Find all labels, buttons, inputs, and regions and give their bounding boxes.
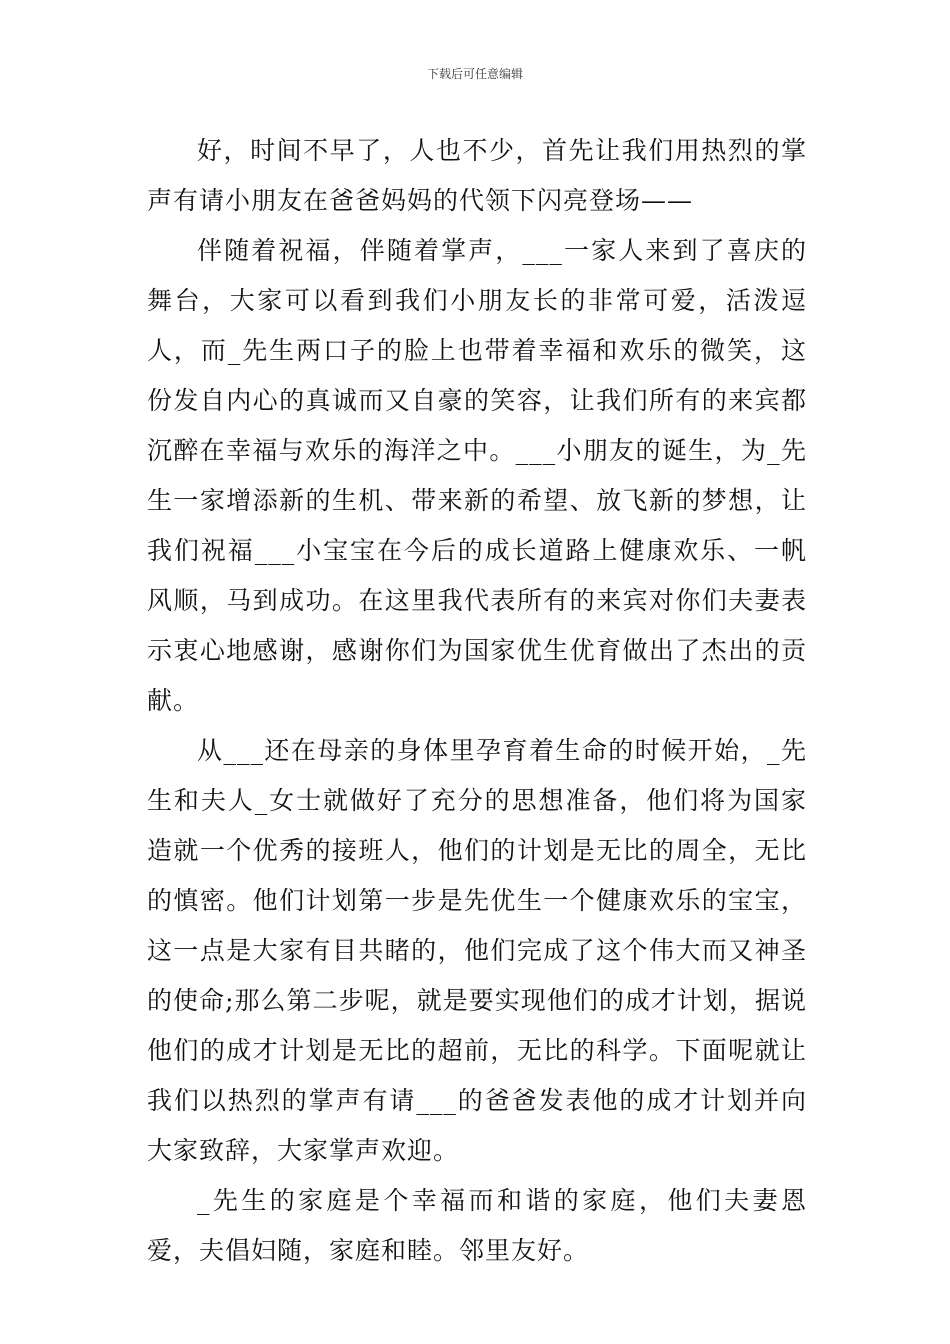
document-body	[147, 126, 807, 1276]
paragraph-blessing: 伴随着祝福，伴随着掌声，___一家人来到了喜庆的舞台，大家可以看到我们小朋友长的非常可爱，活泼逗人，而_先生两口子的脸上也带着幸福和欢乐的微笑，这份发自内心的真诚而又自豪的笑容，让我们所有的来宾都沉醉在幸福与欢乐的海洋之中。___小朋友的诞生，为_先生一家增添新的生机、带来新的希望、放飞新的梦想，让我们祝福___小宝宝在今后的成长道路上健康欢乐、一帆风顺，马到成功。在这里我代表所有的来宾对你们夫妻表示衷心地感谢，感谢你们为国家优生优育做出了杰出的贡献。	[147, 236, 807, 715]
page-header: 下载后可任意编辑	[426, 67, 523, 81]
paragraph-plan: 从___还在母亲的身体里孕育着生命的时候开始，_先生和夫人_女士就做好了充分的思想准备，他们将为国家造就一个优秀的接班人，他们的计划是无比的周全，无比的慎密。他们计划第一步是先优生一个健康欢乐的宝宝，这一点是大家有目共睹的，他们完成了这个伟大而又神圣的使命;那么第二步呢，就是要实现他们的成才计划，据说他们的成才计划是无比的超前，无比的科学。下面呢就让我们以热烈的掌声有请___的爸爸发表他的成才计划并向大家致辞，大家掌声欢迎。	[147, 736, 807, 1165]
paragraph-opening: 好，时间不早了，人也不少，首先让我们用热烈的掌声有请小朋友在爸爸妈妈的代领下闪亮登场——	[147, 136, 807, 215]
paragraph-family: _先生的家庭是个幸福而和谐的家庭，他们夫妻恩爱，夫倡妇随，家庭和睦。邻里友好。	[147, 1186, 807, 1265]
